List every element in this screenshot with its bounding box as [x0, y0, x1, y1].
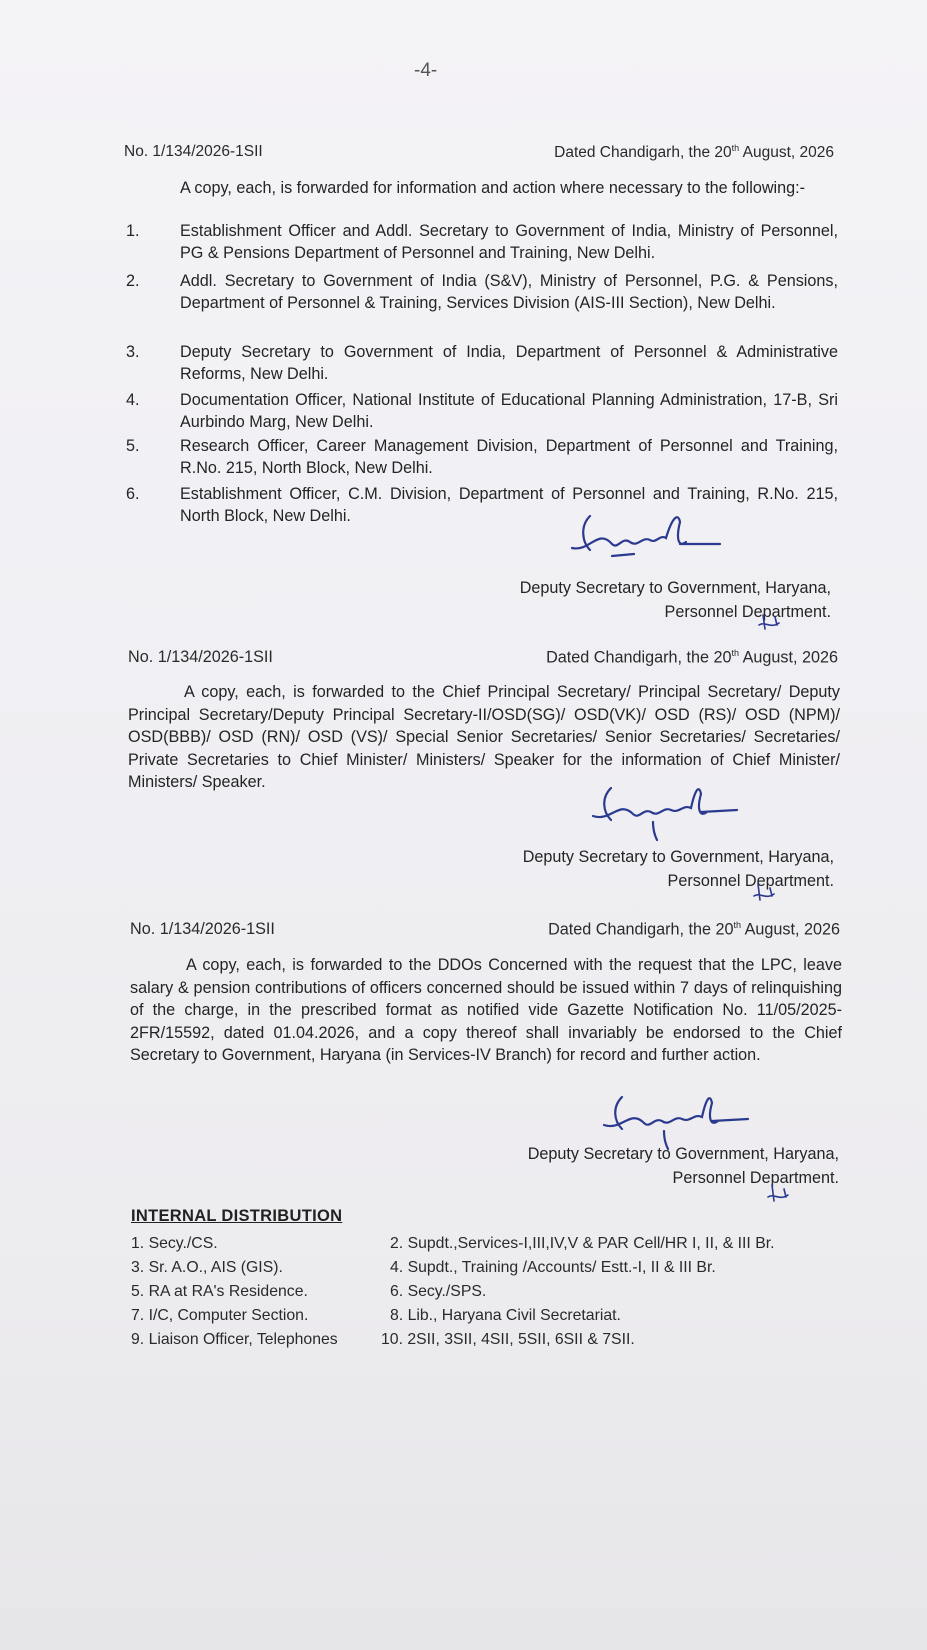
- list-item-number: 6.: [126, 485, 140, 503]
- list-item: [126, 270, 838, 336]
- list-item: [126, 483, 838, 527]
- list-item-text: Documentation Officer, National Institute of Educational Planning Administration, 17-B, Sri Aurbindo Marg, New Delhi.: [180, 391, 838, 431]
- distribution-item: 1. Secy./CS.: [131, 1235, 218, 1252]
- designation-block: [523, 845, 834, 893]
- list-item-text: Research Officer, Career Management Division, Department of Personnel and Training, R.No. 215, North Block, New Delhi.: [180, 437, 838, 477]
- designation-block: [520, 576, 831, 624]
- list-item-text: Establishment Officer, C.M. Division, Department of Personnel and Training, R.No. 215, North Block, New Delhi.: [180, 485, 838, 525]
- list-item-text: Establishment Officer and Addl. Secretary to Government of India, Ministry of Personnel, PG & Pensions Department of Personnel and Training, New Delhi.: [180, 222, 838, 262]
- list-item: [126, 389, 838, 433]
- memo-date: Dated Chandigarh, the 20th August, 2026: [546, 648, 838, 667]
- list-item-text: Addl. Secretary to Government of India (S&V), Ministry of Personnel, P.G. & Pensions, Department of Personnel & Training, Services Division (AIS-III Section), New Delhi.: [180, 272, 838, 312]
- list-item-number: 4.: [126, 391, 140, 409]
- memo-number: No. 1/134/2026-1SII: [130, 920, 275, 938]
- initials-2: [752, 880, 778, 904]
- memo-number: No. 1/134/2026-1SII: [128, 648, 273, 666]
- distribution-item: 7. I/C, Computer Section.: [131, 1307, 309, 1324]
- internal-distribution-title: INTERNAL DISTRIBUTION: [131, 1207, 343, 1225]
- designation-title: Deputy Secretary to Government, Haryana,: [522, 848, 834, 866]
- list-item: [126, 220, 838, 264]
- list-item: [126, 341, 838, 385]
- designation-department: Personnel Department.: [672, 1169, 839, 1187]
- memo-date: Dated Chandigarh, the 20th August, 2026: [548, 920, 840, 939]
- signature-1: [560, 508, 730, 572]
- body-paragraph: A copy, each, is forwarded to the Chief Principal Secretary/ Principal Secretary/ Deputy Principal Secretary/Deputy Principal Secretary-II/OSD(SG)/ OSD(VK)/ OSD (RS)/ OSD (NPM)/ OSD(BBB)/ OSD (RN)/ OSD (VS)/ Special Senior Secretaries/ Senior Secretaries/ Secretaries/ Private Secretaries to Chief Minister/ Ministers/ Speaker for the information of Chief Minister/ Ministers/ Speaker.: [128, 683, 840, 791]
- signature-2: [583, 782, 743, 844]
- designation-title: Deputy Secretary to Government, Haryana,: [519, 579, 831, 597]
- distribution-item: 2. Supdt.,Services-I,III,IV,V & PAR Cell/HR I, II, & III Br.: [390, 1235, 775, 1252]
- list-item-number: 3.: [126, 343, 140, 361]
- memo-number: No. 1/134/2026-1SII: [124, 143, 263, 160]
- distribution-item: 9. Liaison Officer, Telephones: [131, 1331, 338, 1348]
- memo-date: Dated Chandigarh, the 20th August, 2026: [554, 143, 834, 162]
- designation-department: Personnel Department.: [664, 603, 831, 621]
- designation-department: Personnel Department.: [667, 872, 834, 890]
- designation-title: Deputy Secretary to Government, Haryana,: [527, 1145, 839, 1163]
- distribution-item: 3. Sr. A.O., AIS (GIS).: [131, 1259, 283, 1276]
- list-item-number: 2.: [126, 272, 140, 290]
- designation-block: [528, 1142, 839, 1190]
- page-number: -4-: [414, 60, 438, 81]
- body-paragraph: A copy, each, is forwarded to the DDOs Concerned with the request that the LPC, leave salary & pension contributions of officers concerned should be issued within 7 days of relinquishing of the charge, in the prescribed format as notified vide Gazette Notification No. 11/05/2025-2FR/15592, dated 01.04.2026, and a copy thereof shall invariably be endorsed to the Chief Secretary to Government, Haryana (in Services-IV Branch) for record and further action.: [130, 956, 842, 1064]
- distribution-item: 10. 2SII, 3SII, 4SII, 5SII, 6SII & 7SII.: [381, 1331, 635, 1348]
- distribution-item: 5. RA at RA's Residence.: [131, 1283, 308, 1300]
- initials-3: [766, 1181, 792, 1205]
- distribution-item: 4. Supdt., Training /Accounts/ Estt.-I, II & III Br.: [390, 1259, 716, 1276]
- list-item-text: Deputy Secretary to Government of India, Department of Personnel & Administrative Reforms, New Delhi.: [180, 343, 838, 383]
- intro-paragraph: A copy, each, is forwarded for information and action where necessary to the following:-: [180, 179, 806, 197]
- list-item: [126, 435, 838, 479]
- list-item-number: 5.: [126, 437, 140, 455]
- initials-1: [757, 611, 783, 633]
- distribution-item: 8. Lib., Haryana Civil Secretariat.: [390, 1307, 621, 1324]
- list-item-number: 1.: [126, 222, 140, 240]
- distribution-item: 6. Secy./SPS.: [390, 1283, 487, 1300]
